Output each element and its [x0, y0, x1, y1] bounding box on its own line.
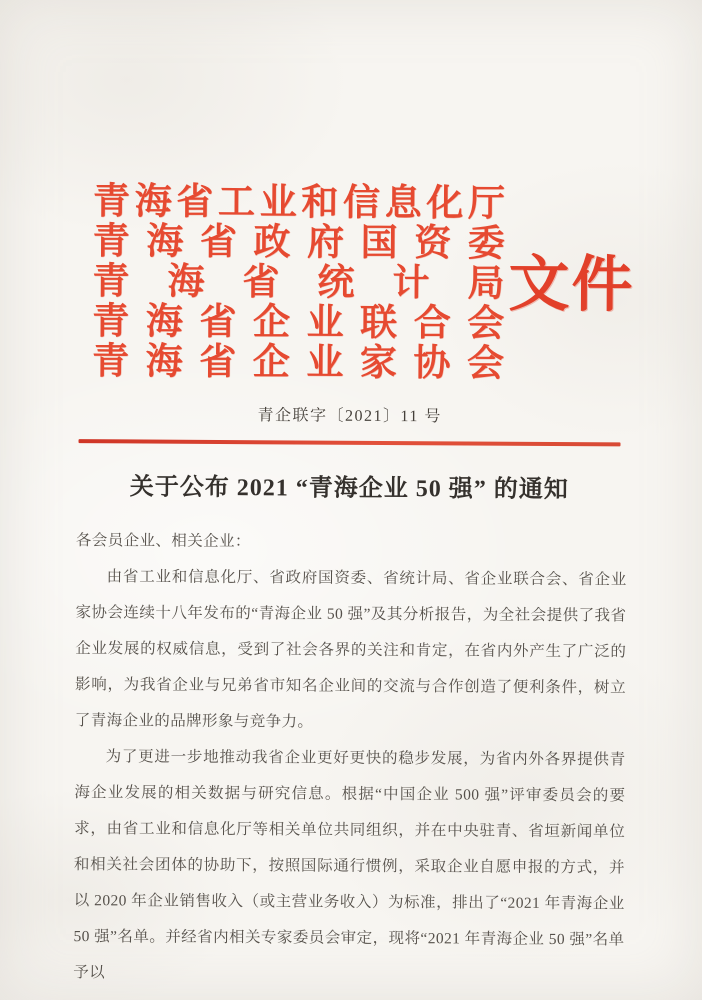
body-paragraph-1: 由省工业和信息化厅、省政府国资委、省统计局、省企业联合会、省企业家协会连续十八年发布的“青海企业 50 强”及其分析报告，为全社会提供了我省企业发展的权威信息，受到了社会各界的关注和肯定，在省内外产生了广泛的影响，为我省企业与兄弟省市知名企业间的交流与合作创造了便利条件，树立了青海企业的品牌形象与竞争力。 — [74, 568, 627, 731]
document-body — [73, 523, 627, 994]
org-line-industry-it-dept: 青海省工业和信息化厅 — [92, 181, 506, 225]
letterhead-document-word: 文件 — [508, 251, 635, 320]
letterhead — [92, 182, 702, 386]
org-line-enterprise-confed: 青海省企业联合会 — [92, 301, 505, 345]
red-divider-rule — [79, 439, 621, 446]
org-line-sasac: 青海省政府国资委 — [92, 221, 505, 265]
document-title: 关于公布 2021 “青海企业 50 强” 的通知 — [129, 474, 569, 504]
document-number: 青企联字〔2021〕11 号 — [257, 407, 442, 426]
letterhead-org-names — [92, 182, 505, 385]
salutation: 各会员企业、相关企业： — [75, 532, 251, 551]
body-paragraph-2: 为了更进一步地推动我省企业更好更快的稳步发展，为省内外各界提供青海企业发展的相关数据与研究信息。根据“中国企业 500 强”评审委员会的要求，由省工业和信息化厅等相关单位共同组织，并在中央驻青、省垣新闻单位和相关社会团体的协助下，按照国际通行惯例，采取企业自愿申报的方式，并以 2020 年企业销售收入（或主营业务收入）为标准，排出了“2021 年青海企业 50 强”名单。并经省内相关专家委员会审定，现将“2021 年青海企业 50 强”名单予以 — [73, 748, 626, 982]
org-line-entrepreneur-assoc: 青海省企业家协会 — [91, 341, 505, 385]
org-line-statistics-bureau: 青海省统计局 — [92, 261, 505, 305]
